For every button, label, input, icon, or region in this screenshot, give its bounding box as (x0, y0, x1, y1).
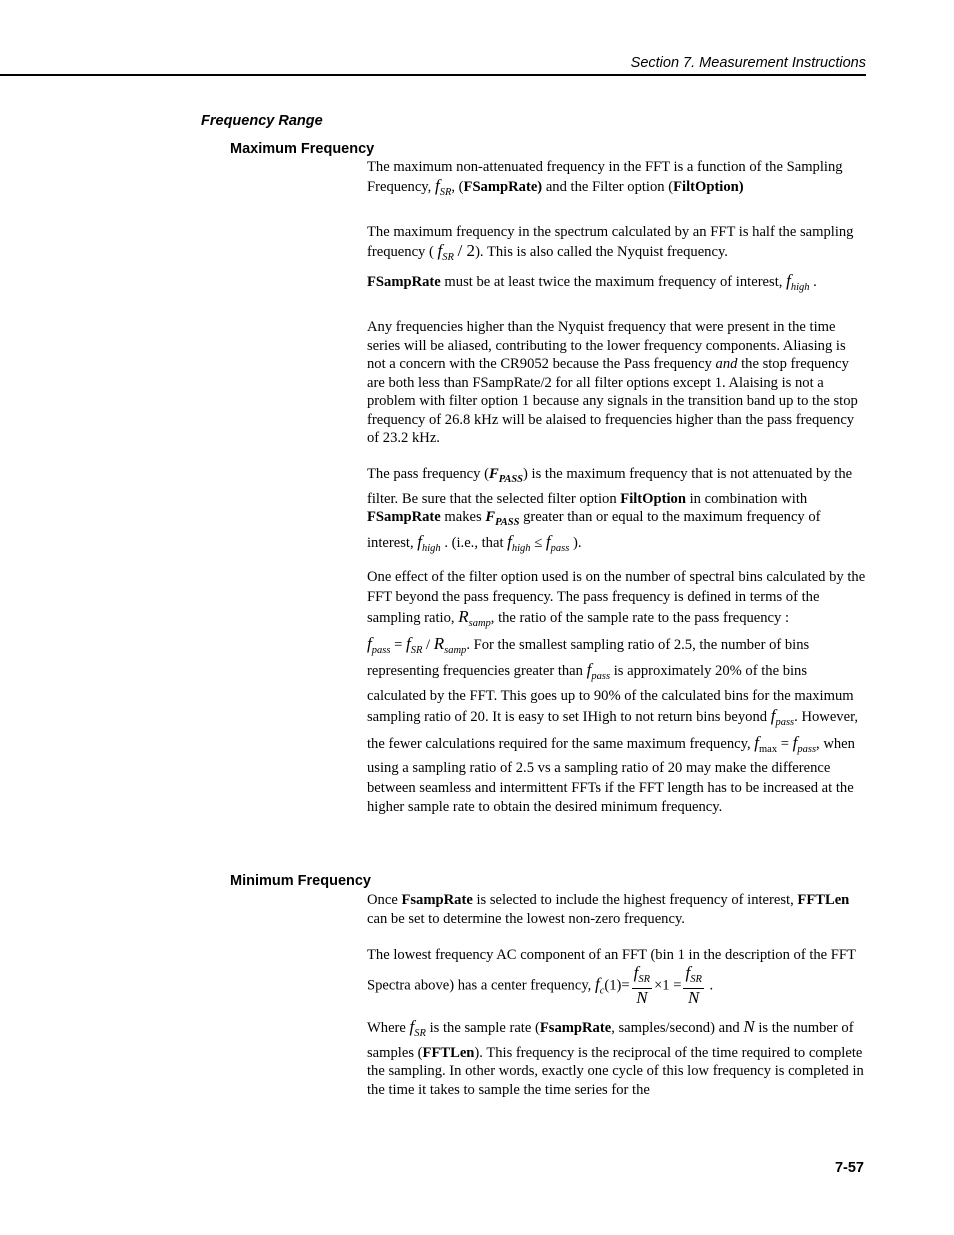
text-italic: and (715, 356, 738, 372)
header-rule (0, 74, 866, 76)
math-sub: samp (444, 644, 467, 656)
text: ). This frequency is the reciprocal of the time required to complete the sampling. In other words, exactly one cycle of this low frequency is completed in the time it takes to sample the time series for the (367, 1044, 864, 1098)
heading-minimum-frequency: Minimum Frequency (230, 873, 371, 889)
math-one: (1) (604, 976, 622, 993)
min-paragraph-2 (367, 946, 867, 1007)
max-paragraph-3 (367, 272, 867, 298)
math-F: F (485, 509, 496, 525)
text: , ( (451, 178, 464, 195)
math-sub: SR (439, 186, 452, 198)
math-f: f (417, 531, 422, 551)
text: . For the smallest sampling ratio of 2.5, the number of bins representing frequencies greater than (367, 636, 810, 679)
math-R: R (433, 633, 445, 653)
text-bold: FsampRate (401, 892, 473, 908)
heading-maximum-frequency: Maximum Frequency (230, 141, 375, 157)
math-f: f (594, 973, 600, 993)
max-paragraph-6 (367, 568, 867, 818)
math-N: N (688, 987, 700, 1007)
math-leq: ≤ (534, 534, 543, 551)
text: . (813, 274, 817, 290)
max-paragraph-4 (367, 318, 867, 448)
math-sub: high (511, 542, 531, 554)
text: . (709, 976, 714, 993)
text: , samples/second) and (611, 1020, 740, 1036)
text: is the sample rate ( (429, 1020, 540, 1036)
text: is approximately 20% of the bins calculated by the FFT. This goes up to 90% of the calculated bins for the maximum sampling ratio of 20. It is easy to set IHigh to not return bins beyond (367, 663, 854, 725)
text-bold: FFTLen (797, 892, 850, 908)
math-sub: samp (468, 618, 491, 629)
math-eq: = (780, 735, 789, 752)
text-bold: FFTLen (422, 1044, 475, 1061)
math-sub: max (759, 743, 778, 755)
math-f: f (770, 706, 776, 725)
math-sub: pass (591, 671, 611, 682)
heading-frequency-range: Frequency Range (201, 113, 323, 129)
math-f: f (367, 633, 372, 653)
math-f: f (405, 633, 411, 653)
math-eq: = (621, 976, 630, 993)
math-N: N (743, 1017, 755, 1036)
page-number: 7-57 (834, 1160, 864, 1176)
math-half: / 2 (457, 240, 476, 260)
text: can be set to determine the lowest non-zero frequency. (367, 910, 685, 927)
max-paragraph-5 (367, 465, 867, 558)
math-f: f (792, 732, 798, 752)
math-F: F (488, 466, 499, 482)
math-sub: pass (550, 542, 570, 554)
math-sub: high (422, 542, 441, 554)
math-sub: SR (414, 1028, 426, 1039)
math-f: f (754, 732, 759, 752)
text-bold: FiltOption) (673, 178, 744, 195)
text: is selected to include the highest frequency of interest, (472, 892, 798, 908)
math-sub: high (790, 282, 810, 293)
math-sub: SR (638, 973, 651, 985)
text: in combination with (685, 490, 808, 507)
text-bold: FSampRate) (463, 178, 543, 195)
text: The maximum frequency in the spectrum calculated by an FFT is half the sampling frequency ( (367, 224, 854, 260)
text: One effect of the filter option used is on the number of spectral bins calculated by the FFT beyond the pass frequency. The pass frequency is defined in terms of the sampling ratio, (367, 569, 866, 626)
math-f: f (545, 531, 551, 551)
text: the stop frequency are both less than FSampRate/2 for all filter options except 1. Alaising is not a problem with filter option 1 because any signals in the transition band up to the stop frequency of 26.8 kHz will be alaised to frequencies higher than the pass frequency of 23.2 kHz. (367, 356, 858, 446)
math-N: N (636, 987, 648, 1007)
math-R: R (458, 607, 469, 626)
max-paragraph-2 (367, 223, 867, 267)
text: must be at least twice the maximum frequency of interest, (440, 274, 783, 290)
math-f: f (437, 240, 443, 260)
math-sub: c (599, 984, 605, 996)
text: ) is the maximum frequency that is not attenuated by the filter. Be sure that the selected filter option (367, 466, 853, 507)
fraction-fsr-over-n (632, 962, 652, 1007)
max-paragraph-1 (367, 158, 867, 202)
text: Any frequencies higher than the Nyquist frequency that were present in the time series will be aliased, contributing to the lower frequency components. Aliasing is not a concern with the CR9052 because the Pass frequency (367, 319, 846, 372)
text-bold: FsampRate (539, 1020, 612, 1036)
section-header: Section 7. Measurement Instructions (630, 55, 866, 71)
text: Where (367, 1020, 406, 1036)
math-sub: PASS (495, 517, 520, 528)
text: greater than or equal to the maximum frequency of interest, (367, 509, 821, 551)
text: ). This is also called the Nyquist frequency. (475, 243, 728, 260)
math-eq: = (394, 636, 403, 653)
math-f: f (507, 531, 512, 551)
math-f: f (586, 660, 592, 679)
text: . (i.e., that (444, 534, 504, 551)
math-sub: pass (775, 717, 795, 728)
text: ). (572, 534, 582, 551)
math-sub: SR (410, 644, 423, 656)
text-bold: FSampRate (367, 509, 441, 525)
text: is the number of samples ( (367, 1020, 854, 1061)
text: . However, the fewer calculations required for the same maximum frequency, (367, 709, 858, 752)
math-f: f (434, 175, 440, 195)
math-f: f (685, 962, 691, 982)
math-f: f (633, 962, 639, 982)
text: and the Filter option ( (542, 178, 674, 195)
text-bold: FiltOption (620, 490, 686, 507)
text: Once (367, 892, 402, 908)
math-slash: / (426, 636, 431, 653)
math-sub: SR (690, 973, 702, 985)
math-f: f (409, 1017, 415, 1036)
math-sub: PASS (498, 474, 524, 485)
text: The pass frequency ( (367, 466, 489, 482)
text: makes (440, 509, 486, 525)
text-bold: FSampRate (367, 274, 441, 290)
math-f: f (786, 271, 791, 290)
text: , the ratio of the sample rate to the pass frequency : (490, 610, 790, 626)
min-paragraph-1 (367, 891, 867, 928)
text: The lowest frequency AC component of an FFT (bin 1 in the description of the FFT Spectra above) has a center frequency, (367, 947, 856, 993)
text: , when using a sampling ratio of 2.5 vs a sampling ratio of 20 may make the difference between seamless and intermittent FFTs if the FFT length has to be increased at the higher sample rate to obtain the desired minimum frequency. (367, 735, 855, 815)
text: The maximum non-attenuated frequency in the FFT is a function of the Sampling Frequency, (367, 159, 843, 195)
math-sub: pass (371, 644, 391, 656)
min-paragraph-3 (367, 1018, 867, 1099)
math-times-one: ×1 = (654, 976, 682, 993)
fraction-fsr-over-n (683, 962, 703, 1007)
math-sub: pass (797, 743, 817, 755)
math-sub: SR (442, 251, 454, 263)
